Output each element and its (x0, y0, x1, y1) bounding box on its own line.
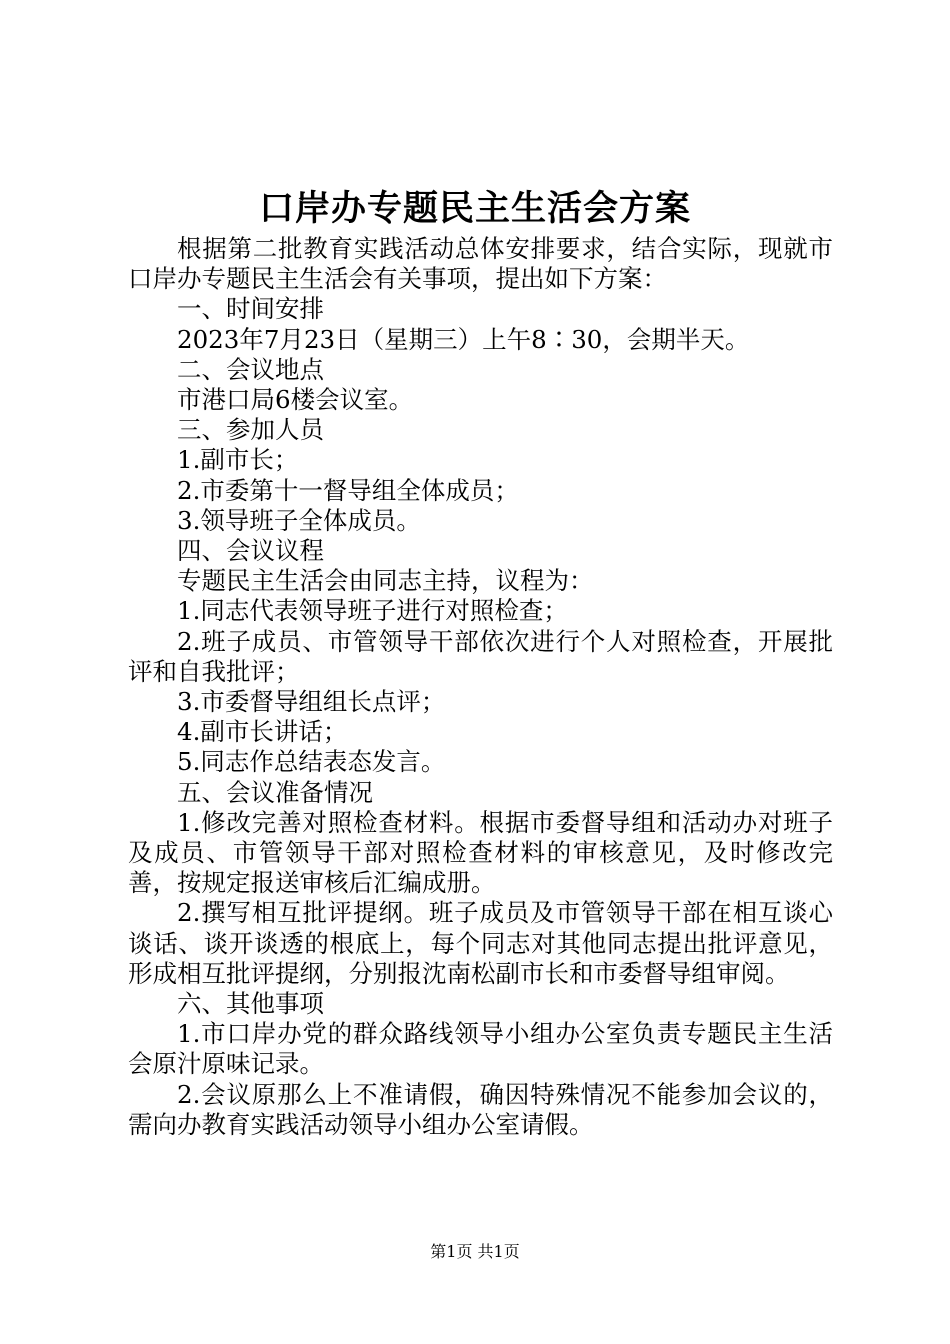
attendee-item: 3.领导班子全体成员。 (177, 505, 421, 535)
section-heading-attendees: 三、参加人员 (177, 415, 324, 445)
section-heading-agenda: 四、会议议程 (177, 536, 324, 566)
section-heading-location: 二、会议地点 (177, 354, 324, 384)
other-item: 1.市口岸办党的群众路线领导小组办公室负责专题民主生活会原汁原味记录。 (128, 1019, 833, 1079)
document-title: 口岸办专题民主生活会方案 (258, 188, 691, 229)
document-body (128, 234, 833, 1140)
agenda-item: 2.班子成员、市管领导干部依次进行个人对照检查，开展批评和自我批评； (128, 626, 833, 686)
other-item: 2.会议原那么上不准请假，确因特殊情况不能参加会议的，需向办教育实践活动领导小组办公室请假。 (128, 1079, 833, 1139)
section-heading-other: 六、其他事项 (177, 989, 324, 1019)
preparation-item: 2.撰写相互批评提纲。班子成员及市管领导干部在相互谈心谈话、谈开谈透的根底上，每个同志对其他同志提出批评意见，形成相互批评提纲，分别报沈南松副市长和市委督导组审阅。 (128, 898, 833, 988)
agenda-item: 1.同志代表领导班子进行对照检查； (177, 596, 568, 626)
agenda-intro: 专题民主生活会由同志主持，议程为： (177, 566, 594, 596)
agenda-item: 4.副市长讲话； (177, 717, 348, 747)
location-detail: 市港口局6楼会议室。 (177, 385, 414, 415)
agenda-item: 3.市委督导组组长点评； (177, 687, 446, 717)
page-footer: 第1页 共1页 (430, 1242, 520, 1261)
attendee-item: 2.市委第十一督导组全体成员； (177, 475, 519, 505)
agenda-item: 5.同志作总结表态发言。 (177, 747, 446, 777)
preparation-item: 1.修改完善对照检查材料。根据市委督导组和活动办对班子及成员、市管领导干部对照检查材料的审核意见，及时修改完善，按规定报送审核后汇编成册。 (128, 807, 833, 898)
intro-paragraph: 根据第二批教育实践活动总体安排要求，结合实际，现就市口岸办专题民主生活会有关事项，提出如下方案： (128, 234, 833, 294)
time-detail: 2023年7月23日（星期三）上午8∶30，会期半天。 (177, 324, 750, 354)
attendee-item: 1.副市长； (177, 445, 299, 475)
section-heading-time: 一、时间安排 (177, 294, 324, 324)
section-heading-preparation: 五、会议准备情况 (177, 777, 373, 807)
